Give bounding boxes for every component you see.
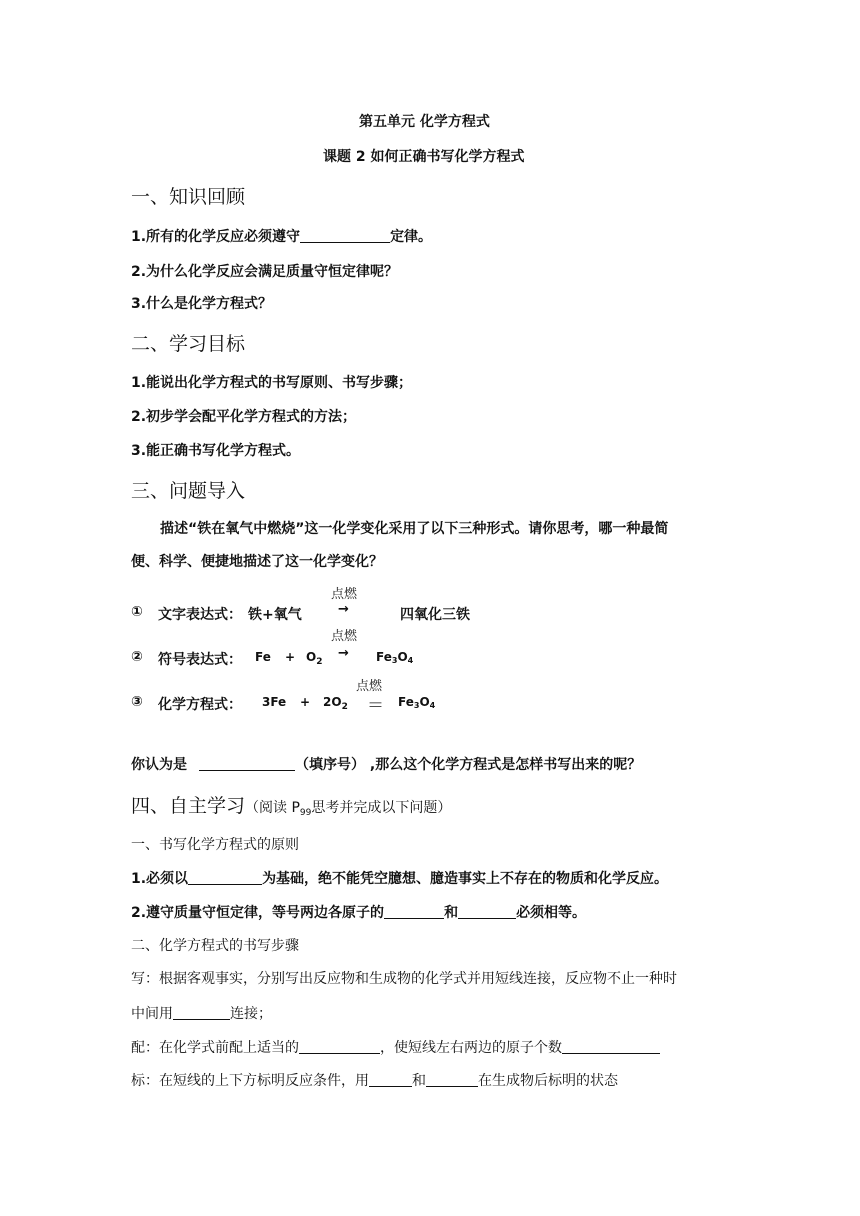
- arrow-icon: →: [338, 646, 349, 661]
- unit-title: 第五单元 化学方程式: [359, 114, 490, 130]
- form3-reactant-fe: 3Fe: [262, 695, 287, 709]
- principle-1-suffix: 为基础，绝不能凭空臆想、臆造事实上不存在的物质和化学反应。: [262, 871, 669, 887]
- step-mark: [131, 1070, 618, 1090]
- form3-reactant-o2: $2O_2$: [323, 695, 348, 712]
- step-balance-middle: ，使短线左右两边的原子个数: [380, 1040, 562, 1056]
- section-heading-review: 一、知识回顾: [131, 186, 246, 208]
- section-heading-goals: 二、学习目标: [131, 333, 246, 355]
- answer-blank: [188, 870, 262, 885]
- step-write-suffix: 连接；: [230, 1006, 272, 1022]
- form2-label: 符号表达式：: [158, 652, 242, 668]
- form1-label: 文字表达式：: [158, 607, 242, 623]
- form3-plus: +: [300, 695, 311, 709]
- principle-2-suffix: 必须相等。: [516, 905, 587, 921]
- answer-blank: [173, 1005, 230, 1020]
- equals-sign: ＝: [367, 696, 384, 716]
- review-q2: 2.为什么化学反应会满足质量守恒定律呢？: [131, 264, 399, 280]
- review-q1-text: 1.所有的化学反应必须遵守: [131, 229, 301, 245]
- principle-2-and: 和: [444, 905, 459, 921]
- question-fill-hint: （填序号）: [295, 757, 365, 773]
- form1-reactants: 铁+氧气: [248, 607, 302, 623]
- form2-reactant-o2: $O_2$: [306, 650, 323, 667]
- form3-label: 化学方程式：: [158, 697, 242, 713]
- goal-item: 3.能正确书写化学方程式。: [131, 443, 301, 459]
- form2-number: ②: [131, 649, 143, 665]
- step-write-line2: [131, 1003, 272, 1023]
- step-write-text: 中间用: [131, 1006, 173, 1022]
- answer-blank: [199, 756, 295, 771]
- step-mark-text: 标：在短线的上下方标明反应条件，用: [131, 1073, 369, 1089]
- form2-reactant-fe: Fe: [255, 650, 271, 664]
- answer-blank: [300, 228, 390, 243]
- goal-item: 2.初步学会配平化学方程式的方法；: [131, 409, 357, 425]
- answer-blank: [299, 1039, 380, 1054]
- intro-question: [131, 754, 641, 774]
- review-q1-suffix: 定律。: [390, 229, 433, 245]
- steps-title: 二、化学方程式的书写步骤: [131, 938, 299, 954]
- step-balance-text: 配：在化学式前配上适当的: [131, 1040, 299, 1056]
- form3-number: ③: [131, 694, 143, 710]
- intro-paragraph-line1: 描述“铁在氧气中燃烧”这一化学变化采用了以下三种形式。请你思考，哪一种最简: [160, 521, 669, 537]
- principle-1: [131, 868, 668, 888]
- step-mark-suffix: 在生成物后标明的状态: [478, 1073, 618, 1089]
- self-study-heading-text: 四、自主学习: [131, 795, 246, 817]
- form3-product: Fe3O4: [398, 695, 436, 710]
- review-q1: [131, 226, 432, 246]
- intro-paragraph-line2: 便、科学、便捷地描述了这一化学变化？: [131, 554, 383, 570]
- form2-plus: +: [285, 650, 296, 664]
- section-heading-self-study: [131, 791, 451, 818]
- answer-blank: [369, 1072, 412, 1087]
- step-mark-and: 和: [412, 1073, 426, 1089]
- condition-label: 点燃: [331, 629, 358, 644]
- section-heading-intro: 三、问题导入: [131, 480, 246, 502]
- goal-item: 1.能说出化学方程式的书写原则、书写步骤；: [131, 375, 413, 391]
- form1-number: ①: [131, 604, 143, 620]
- principle-2: [131, 902, 586, 922]
- answer-blank: [426, 1072, 478, 1087]
- condition-label: 点燃: [331, 587, 358, 602]
- reading-note: （阅读 $P_{99}$思考并完成以下问题）: [245, 800, 452, 818]
- question-text: 你认为是: [131, 757, 187, 773]
- answer-blank: [458, 904, 516, 919]
- form2-product: Fe3O4: [376, 650, 414, 665]
- lesson-title: 课题 2 如何正确书写化学方程式: [323, 149, 525, 165]
- principle-2-text: 2.遵守质量守恒定律，等号两边各原子的: [131, 905, 385, 921]
- review-q3: 3.什么是化学方程式？: [131, 296, 273, 312]
- form1-product: 四氧化三铁: [400, 607, 470, 623]
- step-balance: [131, 1037, 660, 1057]
- answer-blank: [384, 904, 444, 919]
- question-suffix: ,那么这个化学方程式是怎样书写出来的呢？: [365, 757, 642, 773]
- arrow-icon: →: [338, 602, 349, 617]
- condition-label: 点燃: [356, 679, 383, 694]
- step-write-line1: 写：根据客观事实，分别写出反应物和生成物的化学式并用短线连接，反应物不止一种时: [131, 971, 677, 987]
- principle-1-text: 1.必须以: [131, 871, 189, 887]
- answer-blank: [562, 1039, 660, 1054]
- principles-title: 一、书写化学方程式的原则: [131, 837, 299, 853]
